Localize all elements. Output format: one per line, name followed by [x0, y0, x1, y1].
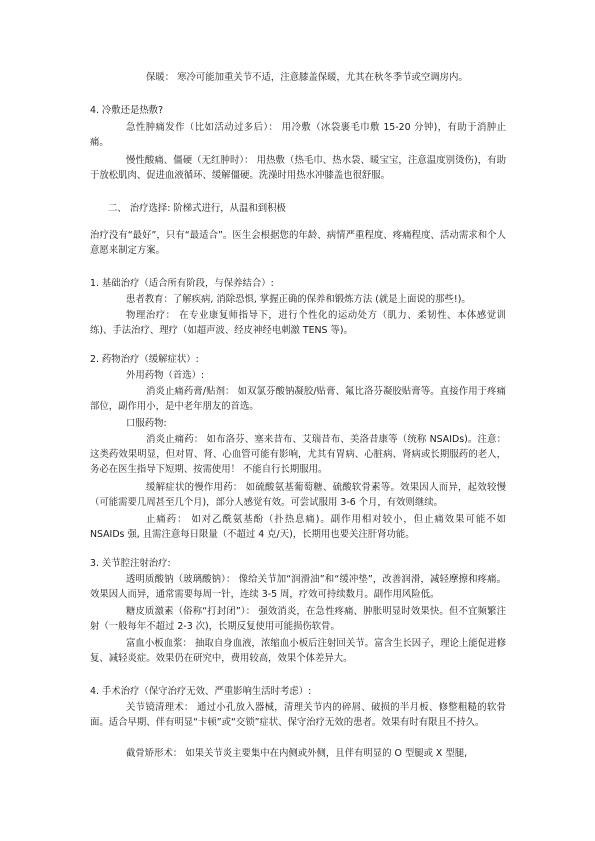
paragraph-prp: 富血小板血浆： 抽取自身血液，浓缩血小板后注射回关节。富含生长因子，理论上能促进修复、减轻炎症。效果仍在研究中，费用较高，效果个体差异大。	[90, 638, 506, 665]
paragraph-treatment-intro: 治疗没有“最好”，只有“最适合”。医生会根据您的年龄、病情严重程度、疼痛程度、活动需求和个人意愿来制定方案。	[90, 230, 506, 257]
paragraph-chronic-pain: 慢性酸痛、僵硬（无红肿时）： 用热敷（热毛巾、热水袋、暖宝宝，注意温度别烫伤)，有助于放松肌肉、促进血液循环、缓解僵硬。洗澡时用热水冲膝盖也很舒服。	[90, 155, 506, 182]
paragraph-patient-education: 患者教育：了解疾病, 消除恐惧, 掌握正确的保养和锻炼方法 (就是上面说的那些!)。	[126, 294, 471, 305]
heading-basic-treatment: 1. 基础治疗（适合所有阶段，与保养结合）:	[90, 278, 274, 289]
paragraph-hyaluronic-acid: 透明质酸钠（玻璃酸钠）： 像给关节加“润滑油”和“缓冲垫”，改善润滑，减轻摩擦和疼痛。效果因人而异，通常需要每周一针，连续 3-5 周，疗效可持续数月。副作用风险低。	[90, 574, 506, 601]
heading-surgery: 4. 手术治疗（保守治疗无效、严重影响生活时考虑）:	[90, 686, 312, 697]
part-heading-treatment: 二、 治疗选择: 阶梯式进行，从温和到积极	[108, 203, 286, 214]
paragraph-acute-pain: 急性肿痛发作（比如活动过多后）： 用冷敷（冰袋裹毛巾敷 15-20 分钟)，有助于消肿止痛。	[90, 122, 506, 149]
paragraph-warmth: 保暖： 寒冷可能加重关节不适，注意膝盖保暖，尤其在秋冬季节或空调房内。	[146, 72, 468, 83]
paragraph-slow-acting-drugs: 缓解症状的慢作用药： 如硫酸氨基葡萄糖、硫酸软骨素等。效果因人而异，起效较慢（可能需要几周甚至几个月)，部分人感觉有效。可尝试服用 3-6 个月，有效则继续。	[90, 482, 506, 509]
paragraph-osteotomy: 截骨矫形术： 如果关节炎主要集中在内侧或外侧，且伴有明显的 O 型腿或 X 型腿,	[126, 748, 468, 759]
paragraph-oral-nsaid: 消炎止痛药： 如布洛芬、塞来昔布、艾瑞昔布、美洛昔康等（统称 NSAIDs)。注意： 这类药效果明显，但对胃、肾、心血管可能有影响，尤其有胃病、心脏病、肾病或长期服药的老人，务必在医生指导下短期、按需使用！ 不能自行长期服用。	[90, 434, 506, 476]
heading-external-drugs: 外用药物（首选）:	[126, 370, 205, 381]
heading-drug-treatment: 2. 药物治疗（缓解症状）:	[90, 354, 199, 365]
heading-injection-treatment: 3. 关节腔注射治疗:	[90, 558, 171, 569]
paragraph-physical-therapy: 物理治疗： 在专业康复师指导下，进行个性化的运动处方（肌力、柔韧性、本体感觉训练)、手法治疗、理疗（如超声波、经皮神经电刺激 TENS 等)。	[90, 310, 506, 337]
section-heading-cold-or-hot: 4. 冷敷还是热敷?	[90, 105, 164, 116]
paragraph-arthroscopy: 关节镜清理术： 通过小孔放入器械，清理关节内的碎屑、破损的半月板、修整粗糙的软骨面。适合早期、伴有明显“卡顿”或“交锁”症状、保守治疗无效的患者。效果有时有限且不持久。	[90, 702, 506, 729]
paragraph-corticosteroid: 糖皮质激素（俗称“打封闭”）： 强效消炎，在急性疼痛、肿胀明显时效果快。但不宜频繁注射（一般每年不超过 2-3 次)，长期反复使用可能损伤软骨。	[90, 606, 506, 633]
paragraph-paracetamol: 止痛药： 如对乙酰氨基酚（扑热息痛)。副作用相对较小，但止痛效果可能不如 NSAIDs 强, 且需注意每日限量（不超过 4 克/天)，长期用也要关注肝肾功能。	[90, 514, 506, 541]
paragraph-topical-nsaid: 消炎止痛药膏/贴剂： 如双氯芬酸钠凝胶/贴膏、氟比洛芬凝胶贴膏等。直接作用于疼痛部位，副作用小，是中老年朋友的首选。	[90, 386, 506, 413]
heading-oral-drugs: 口服药物:	[126, 418, 167, 429]
